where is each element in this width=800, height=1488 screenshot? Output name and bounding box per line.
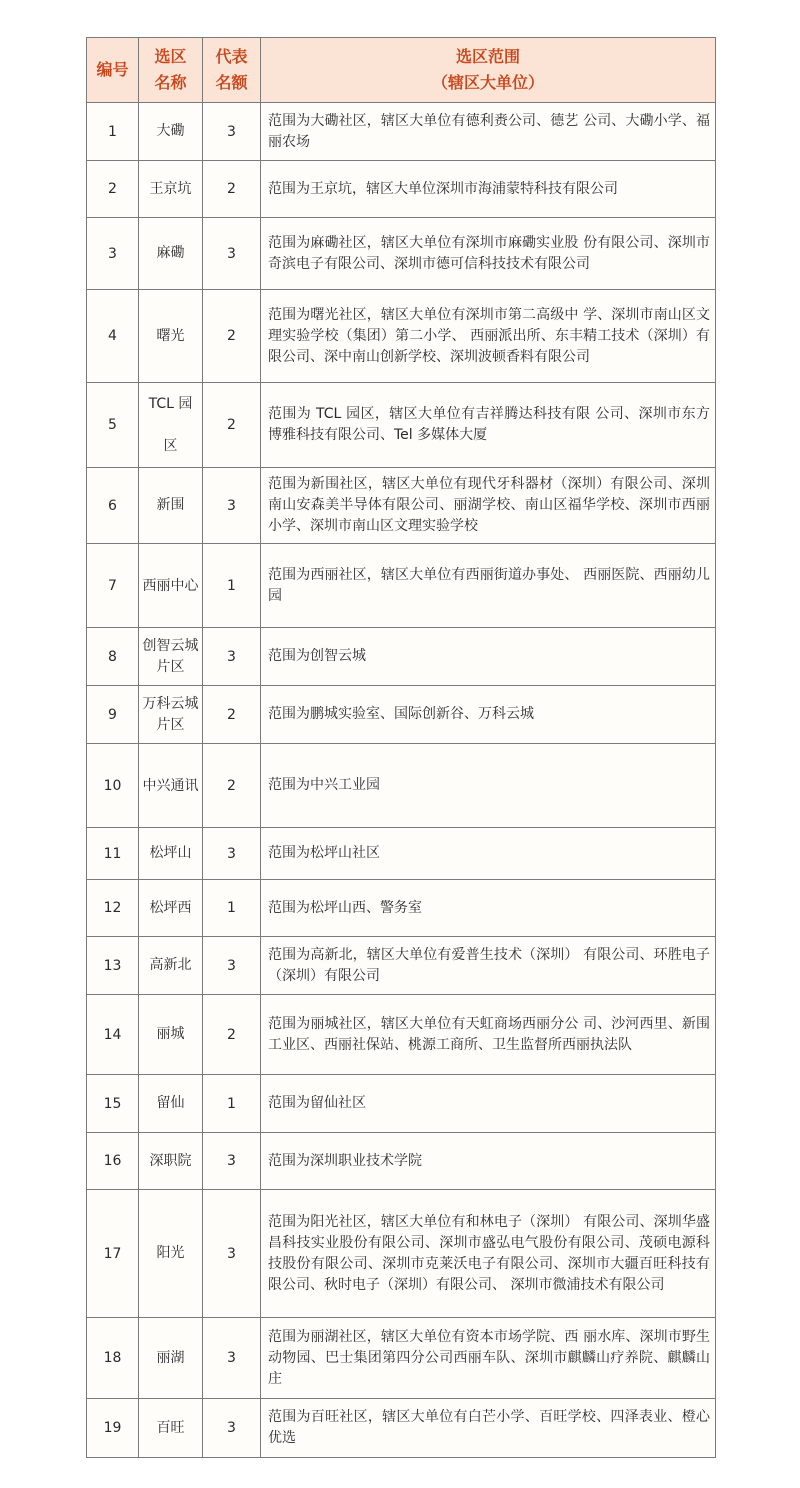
row-district-name: 松坪西 xyxy=(139,880,203,937)
row-no: 4 xyxy=(87,290,139,383)
row-district-name: 深职院 xyxy=(139,1133,203,1190)
row-scope: 范围为深圳职业技术学院 xyxy=(261,1133,716,1190)
row-no: 14 xyxy=(87,995,139,1075)
row-quota: 3 xyxy=(203,1399,261,1458)
row-scope: 范围为丽湖社区，辖区大单位有资本市场学院、西 丽水库、深圳市野生动物园、巴士集团第四分公司西丽车队、深圳市麒麟山疗养院、麒麟山庄 xyxy=(261,1318,716,1399)
table-row xyxy=(87,468,716,544)
row-quota: 3 xyxy=(203,828,261,880)
row-quota: 3 xyxy=(203,1190,261,1318)
row-district-name: 大磡 xyxy=(139,103,203,161)
row-quota: 3 xyxy=(203,103,261,161)
row-no: 9 xyxy=(87,686,139,744)
table-row xyxy=(87,103,716,161)
row-no: 6 xyxy=(87,468,139,544)
row-scope: 范围为鹏城实验室、国际创新谷、万科云城 xyxy=(261,686,716,744)
row-district-name: 丽湖 xyxy=(139,1318,203,1399)
row-quota: 2 xyxy=(203,995,261,1075)
row-scope: 范围为松坪山西、警务室 xyxy=(261,880,716,937)
row-no: 17 xyxy=(87,1190,139,1318)
row-no: 18 xyxy=(87,1318,139,1399)
row-no: 7 xyxy=(87,544,139,628)
table-row xyxy=(87,290,716,383)
row-no: 10 xyxy=(87,744,139,828)
row-district-name: 曙光 xyxy=(139,290,203,383)
header-no: 编号 xyxy=(87,38,139,103)
row-scope: 范围为麻磡社区，辖区大单位有深圳市麻磡实业股 份有限公司、深圳市奇滨电子有限公司、深圳市德可信科技技术有限公司 xyxy=(261,218,716,290)
row-scope: 范围为西丽社区，辖区大单位有西丽街道办事处、 西丽医院、西丽幼儿园 xyxy=(261,544,716,628)
row-district-name: 百旺 xyxy=(139,1399,203,1458)
table-row xyxy=(87,544,716,628)
table-row xyxy=(87,744,716,828)
table-row xyxy=(87,686,716,744)
row-district-name: 松坪山 xyxy=(139,828,203,880)
row-quota: 1 xyxy=(203,1075,261,1133)
row-no: 11 xyxy=(87,828,139,880)
row-no: 15 xyxy=(87,1075,139,1133)
row-scope: 范围为留仙社区 xyxy=(261,1075,716,1133)
row-scope: 范围为高新北，辖区大单位有爱普生技术（深圳） 有限公司、环胜电子（深圳）有限公司 xyxy=(261,937,716,995)
table-row xyxy=(87,1075,716,1133)
row-no: 16 xyxy=(87,1133,139,1190)
row-quota: 2 xyxy=(203,290,261,383)
header-scope: 选区范围 （辖区大单位） xyxy=(261,38,716,103)
row-quota: 2 xyxy=(203,383,261,468)
row-district-name: 高新北 xyxy=(139,937,203,995)
row-district-name: 留仙 xyxy=(139,1075,203,1133)
row-scope: 范围为阳光社区，辖区大单位有和林电子（深圳） 有限公司、深圳华盛昌科技实业股份有限公司、深圳市盛弘电气股份有限公司、茂硕电源科技股份有限公司、深圳市克莱沃电子有限公司、深圳市大疆百旺科技有限公司、秋时电子（深圳）有限公司、 深圳市微浦技术有限公司 xyxy=(261,1190,716,1318)
row-district-name: TCL 园区 xyxy=(139,383,203,468)
row-quota: 3 xyxy=(203,628,261,686)
row-district-name: 新围 xyxy=(139,468,203,544)
row-district-name: 万科云城片区 xyxy=(139,686,203,744)
row-scope: 范围为中兴工业园 xyxy=(261,744,716,828)
row-quota: 3 xyxy=(203,218,261,290)
row-quota: 1 xyxy=(203,544,261,628)
table-row xyxy=(87,828,716,880)
table-row xyxy=(87,1318,716,1399)
row-quota: 1 xyxy=(203,880,261,937)
table-row xyxy=(87,383,716,468)
row-no: 13 xyxy=(87,937,139,995)
row-scope: 范围为大磡社区，辖区大单位有德利赉公司、德艺 公司、大磡小学、福丽农场 xyxy=(261,103,716,161)
row-district-name: 阳光 xyxy=(139,1190,203,1318)
row-district-name: 中兴通讯 xyxy=(139,744,203,828)
row-scope: 范围为新围社区，辖区大单位有现代牙科器材（深圳）有限公司、深圳南山安森美半导体有限公司、丽湖学校、南山区福华学校、深圳市西丽小学、深圳市南山区文理实验学校 xyxy=(261,468,716,544)
row-quota: 3 xyxy=(203,1318,261,1399)
row-scope: 范围为王京坑，辖区大单位深圳市海浦蒙特科技有限公司 xyxy=(261,161,716,218)
row-district-name: 王京坑 xyxy=(139,161,203,218)
row-district-name: 丽城 xyxy=(139,995,203,1075)
row-quota: 2 xyxy=(203,686,261,744)
table-row xyxy=(87,218,716,290)
header-quota: 代表 名额 xyxy=(203,38,261,103)
row-scope: 范围为曙光社区，辖区大单位有深圳市第二高级中 学、深圳市南山区文理实验学校（集团）第二小学、 西丽派出所、东丰精工技术（深圳）有限公司、深中南山创新学校、深圳波顿香料有限公司 xyxy=(261,290,716,383)
header-row xyxy=(87,38,716,103)
row-no: 5 xyxy=(87,383,139,468)
row-quota: 3 xyxy=(203,937,261,995)
table-row xyxy=(87,628,716,686)
row-scope: 范围为百旺社区，辖区大单位有白芒小学、百旺学校、四泽表业、橙心优选 xyxy=(261,1399,716,1458)
row-scope: 范围为丽城社区，辖区大单位有天虹商场西丽分公 司、沙河西里、新围工业区、西丽社保站、桃源工商所、卫生监督所西丽执法队 xyxy=(261,995,716,1075)
row-no: 2 xyxy=(87,161,139,218)
table-row xyxy=(87,880,716,937)
row-quota: 2 xyxy=(203,744,261,828)
row-scope: 范围为创智云城 xyxy=(261,628,716,686)
row-no: 1 xyxy=(87,103,139,161)
header-district-name: 选区 名称 xyxy=(139,38,203,103)
row-no: 12 xyxy=(87,880,139,937)
row-quota: 3 xyxy=(203,468,261,544)
table-row xyxy=(87,1133,716,1190)
table-row xyxy=(87,937,716,995)
district-table xyxy=(86,37,716,1458)
row-district-name: 麻磡 xyxy=(139,218,203,290)
row-scope: 范围为松坪山社区 xyxy=(261,828,716,880)
row-no: 8 xyxy=(87,628,139,686)
row-district-name: 创智云城片区 xyxy=(139,628,203,686)
row-quota: 3 xyxy=(203,1133,261,1190)
table-row xyxy=(87,1399,716,1458)
table-row xyxy=(87,1190,716,1318)
row-scope: 范围为 TCL 园区，辖区大单位有吉祥腾达科技有限 公司、深圳市东方博雅科技有限公司、Tel 多媒体大厦 xyxy=(261,383,716,468)
table-row xyxy=(87,995,716,1075)
row-quota: 2 xyxy=(203,161,261,218)
row-no: 3 xyxy=(87,218,139,290)
table-row xyxy=(87,161,716,218)
row-district-name: 西丽中心 xyxy=(139,544,203,628)
row-no: 19 xyxy=(87,1399,139,1458)
